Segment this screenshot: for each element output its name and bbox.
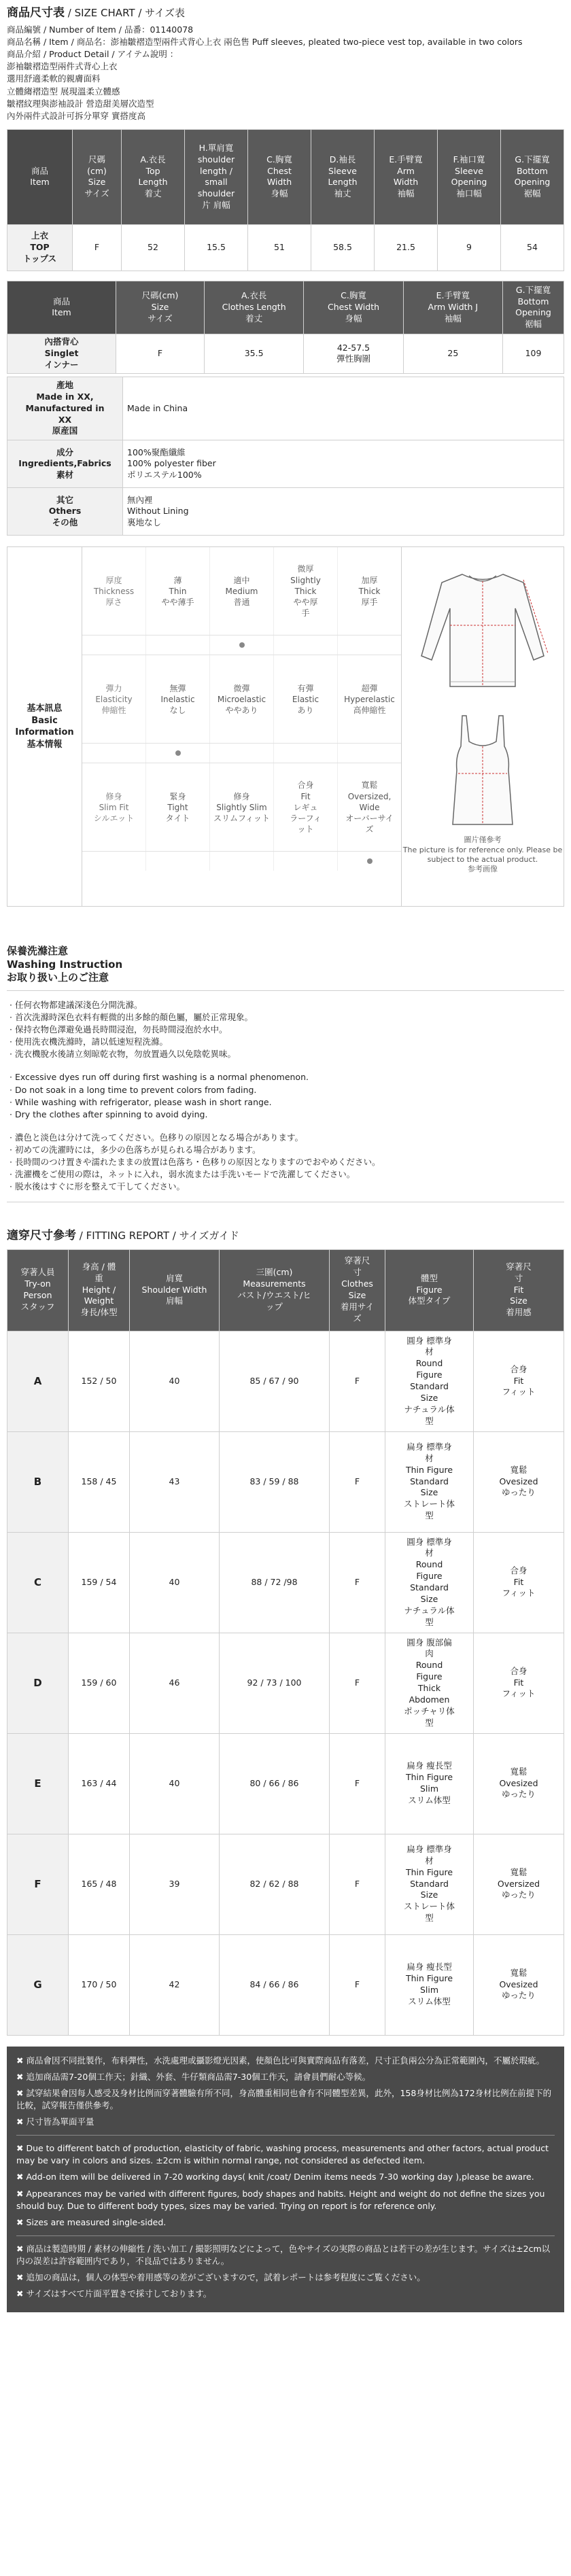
column-header: 商品 Item [7,129,73,224]
elasticity-option: 微彈 Microelastic ややあり [210,655,274,743]
table-cell: 合身 Fit フィット [474,1532,564,1633]
table-cell: 42 [130,1934,220,2035]
table-cell: 80 / 66 / 86 [220,1733,330,1834]
table-row [7,1532,564,1633]
washing-line: · 使用洗衣機洗滌時，請以低速短程洗滌。 [10,1037,168,1047]
table-cell: 51 [248,224,311,271]
table-cell: 9 [438,224,501,271]
fitting-title: 適穿尺寸參考 / FITTING REPORT / サイズガイド [7,1228,239,1242]
item-number: 商品編號 / Number of Item / 品番：01140078 [7,24,194,35]
indicator-cell [210,852,274,871]
table-cell: 寬鬆 Ovesized ゆったり [474,1733,564,1834]
notes-ja [16,2243,555,2301]
table-cell: 159 / 60 [69,1633,130,1733]
table-cell: 合身 Fit フィット [474,1331,564,1431]
fit-option: 寬鬆 Oversized, Wide オーバーサイ ズ [345,780,394,835]
column-header: 尺碼 (cm) Size サイズ [73,129,122,224]
table-cell: 寬鬆 Ovesized ゆったり [474,1431,564,1532]
table-cell: 82 / 62 / 88 [220,1834,330,1934]
selection-dot-icon [367,858,373,864]
indicator-spacer [82,852,146,871]
table-cell: 46 [130,1633,220,1733]
table-row [7,1331,564,1431]
others-row [7,488,564,536]
indicator-cell [338,636,401,655]
table-cell: 42-57.5 彈性胸圍 [304,334,403,373]
table-cell: F [330,1633,385,1733]
note-line: ✖ 追加商品需7-20個工作天；針織、外套、牛仔類商品需7-30個工作天，請會員們耐心等候。 [16,2071,371,2082]
notes-zh [16,2055,555,2129]
thickness-option: 薄 Thin やや薄手 [146,547,210,635]
elasticity-option: 超彈 Hyperelastic 高伸縮性 [344,683,395,715]
table-cell: 165 / 48 [69,1834,130,1934]
elasticity-option: 有彈 Elastic あり [274,655,338,743]
column-header: 穿著尺 寸 Fit Size 着用感 [474,1249,564,1331]
description-line: 澎袖皺褶造型兩件式背心上衣 [7,61,118,72]
fit-option: 緊身 Tight タイト [146,763,210,851]
washing-line: · While washing with refrigerator, please wash in short range. [10,1096,272,1107]
selection-dot-icon [175,750,181,756]
top-size-table-wrap [7,129,564,271]
washing-title: 保養洗滌注意 Washing Instruction お取り扱い上のご注意 [7,945,123,984]
table-cell: 扁身 標準身 材 Thin Figure Standard Size ストレート体 型 [385,1834,474,1934]
table-cell: 109 [503,334,564,373]
table-row [7,1834,564,1934]
notes-en [16,2142,555,2229]
table-cell: 40 [130,1331,220,1431]
singlet-size-table [7,281,564,374]
elasticity-option: 無彈 Inelastic なし [146,655,210,743]
table-cell: 92 / 73 / 100 [220,1633,330,1733]
washing-line: · 長時間のつけ置きや濡れたままの放置は色落ち・色移りの原因となりますのでおやめください。 [10,1157,381,1168]
table-cell: 88 / 72 /98 [220,1532,330,1633]
item-name: 商品名稱 / Item / 商品名：澎袖皺褶造型兩件式背心上衣 兩色售 Puff sleeves, pleated two-piece vest top, available in two colors [7,37,523,48]
washing-line: · 首次洗滌時深色衣料有輕微的出多餘的顏色屬，屬於正常現象。 [10,1011,253,1022]
table-cell: F [116,334,205,373]
indicator-cell [146,744,210,763]
basic-info-grid [82,547,402,906]
column-header: C.胸寬 Chest Width 身幅 [304,281,403,334]
table-cell: 圓身 標準身 材 Round Figure Standard Size ナチュラル体 型 [385,1331,474,1431]
table-cell: F [73,224,122,271]
description-line: 立體縐褶造型 展現溫柔立體感 [7,86,120,97]
column-header: 尺碼(cm) Size サイズ [116,281,205,334]
selection-dot-icon [239,642,245,648]
washing-line: · 洗濯機をご使用の際は，ネットに入れ，弱水流または手洗いモードで洗濯してください。 [10,1169,356,1180]
column-header: G.下擺寬 Bottom Opening 裾幅 [501,129,564,224]
column-header: D.袖長 Sleeve Length 袖丈 [311,129,375,224]
elasticity-row [82,655,401,744]
sweater-diagram-icon [415,561,551,697]
indicator-cell [146,852,210,871]
washing-line: · 任何衣物都建議深淺色分開洗滌。 [10,999,143,1010]
reference-images [402,547,564,906]
note-line: ✖ Sizes are measured single-sided. [16,2216,167,2227]
table-cell: 圓身 腹部偏 肉 Round Figure Thick Abdomen ポッチャリ体 型 [385,1633,474,1733]
table-cell: 85 / 67 / 90 [220,1331,330,1431]
table-cell: F [330,1532,385,1633]
washing-line: · 初めての洗濯時には，多少の色落ちが見られる場合があります。 [10,1145,261,1155]
row-header: B [7,1431,69,1532]
washing-line: · 濃色と淡色は分けて洗ってください。色移りの原因となる場合があります。 [10,1132,303,1143]
column-header: 穿著人員 Try-on Person スタッフ [7,1249,69,1331]
indicator-cell [338,852,401,871]
product-description [7,60,564,122]
material-table [7,377,564,536]
row-header: G [7,1934,69,2035]
table-row [7,1431,564,1532]
table-cell: F [330,1934,385,2035]
fit-option: 合身 Fit レギュ ラーフィ ット [274,763,338,851]
column-header: 三圍(cm) Measurements バスト/ウエスト/ヒ ップ [220,1249,330,1331]
note-line: ✖ Appearances may be varied with different figures, body shapes and habits. Height and weight do not define the sizes you should buy. Due to different body types, sizes may be varied. Trying on report is for reference only. [16,2188,545,2211]
product-detail-label: 商品介紹 / Product Detail / アイテム說明 ： [7,49,179,60]
thickness-option: 加厚 Thick 厚手 [358,575,381,607]
column-header: C.胸寬 Chest Width 身幅 [248,129,311,224]
note-line: ✖ 尺寸皆為單面平量 [16,2117,94,2127]
elasticity-indicator-row [82,744,401,763]
origin-value: Made in China [123,377,564,440]
indicator-spacer [82,636,146,655]
column-header: A.衣長 Clothes Length 着丈 [205,281,304,334]
table-row [7,1633,564,1733]
indicator-cell [146,636,210,655]
table-cell: 合身 Fit フィット [474,1633,564,1733]
note-line: ✖ 試穿結果會因每人感受及身材比例而穿著體驗有所不同，身高體重相同也會有不同體型差異，此外，158身材比例為172身材比例在前提下的比較，試穿報告僅供參考。 [16,2087,552,2110]
composition-row [7,440,564,488]
indicator-cell [210,744,274,763]
washing-ja [10,1132,561,1194]
table-cell: F [330,1834,385,1934]
basic-information [7,546,564,907]
indicator-cell [274,852,338,871]
table-row [7,1733,564,1834]
fit-row [82,763,401,852]
table-cell: 寬鬆 Ovesized ゆったり [474,1934,564,2035]
indicator-cell [338,744,401,763]
table-cell: 158 / 45 [69,1431,130,1532]
column-header: A.衣長 Top Length 着丈 [122,129,185,224]
table-cell: 40 [130,1532,220,1633]
column-header: E.手臂寬 Arm Width 袖幅 [375,129,438,224]
table-cell: 扁身 標準身 材 Thin Figure Standard Size ストレート体 型 [385,1431,474,1532]
table-cell: 170 / 50 [69,1934,130,2035]
fitting-table [7,1249,564,2036]
origin-label: 產地 Made in XX, Manufactured in XX 原産国 [7,377,123,440]
washing-en [10,1071,561,1121]
note-line: ✖ 追加の商品は，個人の体型や着用感等の差がございますので，試着レポートは参考程度にご覧ください。 [16,2272,426,2283]
table-cell: 扁身 瘦長型 Thin Figure Slim スリム体型 [385,1733,474,1834]
washing-line: · Do not soak in a long time to prevent colors from fading. [10,1084,257,1095]
others-label: 其它 Others その他 [7,488,123,536]
indicator-cell [274,744,338,763]
row-header: 內搭背心 Singlet インナー [7,334,116,373]
table-cell: 21.5 [375,224,438,271]
table-cell: 寬鬆 Oversized ゆったり [474,1834,564,1934]
table-cell: 159 / 54 [69,1532,130,1633]
row-header: A [7,1331,69,1431]
table-cell: 39 [130,1834,220,1934]
table-cell: 163 / 44 [69,1733,130,1834]
column-header: 肩寬 Shoulder Width 肩幅 [130,1249,220,1331]
description-line: 選用舒適柔軟的親膚面料 [7,73,101,84]
reference-caption: 圖片僅參考 The picture is for reference only. Please be subject to the actual product. 参考画像 [402,835,563,874]
table-cell: 43 [130,1431,220,1532]
basic-info-label: 基本訊息 Basic Information 基本情報 [7,547,82,906]
column-header: F.袖口寬 Sleeve Opening 袖口幅 [438,129,501,224]
column-header: G.下擺寬 Bottom Opening 裾幅 [503,281,564,334]
top-size-table [7,129,564,271]
note-line: ✖ Due to different batch of production, elasticity of fabric, washing process, measurements and other factors, actual product may be vary in colors and sizes. ±2cm is within normal range, not considered as defected item. [16,2143,549,2166]
washing-line: · 保持衣物色澤避免過長時間浸泡，勿長時間浸泡於水中。 [10,1024,228,1035]
table-cell: F [330,1431,385,1532]
note-line: ✖ 商品會因不同批製作，布料彈性，水洗處理或攝影燈光因素，使顏色比可與實際商品有落差，尺寸正負兩公分為正常範圍內，不屬於瑕疵。 [16,2055,544,2066]
note-line: ✖ Add-on item will be delivered in 7-20 working days( knit /coat/ Denim items needs 7-30 working day ),please be aware. [16,2172,534,2182]
origin-row [7,377,564,440]
table-cell: F [330,1733,385,1834]
washing-instruction [7,945,564,1202]
washing-box [7,990,564,1202]
table-cell: 84 / 66 / 86 [220,1934,330,2035]
table-cell: 15.5 [185,224,248,271]
singlet-diagram-icon [442,709,523,831]
row-header: D [7,1633,69,1733]
description-line: 皺褶紋理與澎袖設計 營造甜美層次造型 [7,98,154,109]
washing-line: · 洗衣機脫水後請立刻晾乾衣物，勿放置過久以免陰乾異味。 [10,1049,236,1060]
thickness-option: 微厚 Slightly Thick やや厚 手 [274,547,338,635]
row-header: E [7,1733,69,1834]
table-cell: 40 [130,1733,220,1834]
column-header: E.手臂寬 Arm Width J 袖幅 [403,281,502,334]
thickness-option: 適中 Medium 普通 [210,547,274,635]
table-row [7,1934,564,2035]
row-header: C [7,1532,69,1633]
description-line: 內外兩件式設計可拆分單穿 實搭度高 [7,110,145,121]
thickness-indicator-row [82,636,401,655]
column-header: 體型 Figure 体型タイプ [385,1249,474,1331]
column-header: 身高 / 體 重 Height / Weight 身長/体型 [69,1249,130,1331]
indicator-cell [210,636,274,655]
composition-value: 100%聚酯纖維 100% polyester fiber ポリエステル100% [123,440,564,488]
table-cell: 58.5 [311,224,375,271]
table-cell: F [330,1331,385,1431]
size-chart-title: 商品尺寸表 / SIZE CHART / サイズ表 [7,6,185,20]
row-header: F [7,1834,69,1934]
table-cell: 扁身 瘦長型 Thin Figure Slim スリム体型 [385,1934,474,2035]
table-row [7,334,564,373]
table-cell: 54 [501,224,564,271]
washing-line: · Dry the clothes after spinning to avoid dying. [10,1109,208,1119]
thickness-row [82,547,401,636]
indicator-spacer [82,744,146,763]
note-line: ✖ 商品は製造時期 / 素材の伸縮性 / 洗い加工 / 撮影照明などによって，色やサイズの実際の商品とは若干の差が生じます。サイズは±2cm以内の誤差は許容範囲内であり，不良品ではありません。 [16,2243,551,2266]
washing-zh [10,999,561,1061]
notes-section [7,2047,564,2313]
note-line: ✖ サイズはすべて片面平置きで採寸しております。 [16,2288,212,2299]
elasticity-label: 彈力 Elasticity 伸縮性 [82,655,146,743]
washing-line: · 脱水後はすぐに形を整えて干してください。 [10,1181,185,1192]
table-cell: 83 / 59 / 88 [220,1431,330,1532]
fit-indicator-row [82,852,401,871]
composition-label: 成分 Ingredients,Fabrics 素材 [7,440,123,488]
washing-line: · Excessive dyes run off during first washing is a normal phenomenon. [10,1072,309,1083]
size-chart-header [7,0,564,122]
indicator-cell [274,636,338,655]
column-header: 商品 Item [7,281,116,334]
notes-divider [16,2235,555,2236]
table-cell: 152 / 50 [69,1331,130,1431]
table-cell: 圓身 標準身 材 Round Figure Standard Size ナチュラル体 型 [385,1532,474,1633]
table-cell: 25 [403,334,502,373]
fit-label: 修身 Slim Fit シルエット [82,763,146,851]
column-header: H.單肩寬 shoulder length / small shoulder 片 肩幅 [185,129,248,224]
table-cell: 52 [122,224,185,271]
thickness-label: 厚度 Thickness 厚さ [82,547,146,635]
row-header: 上衣 TOP トップス [7,224,73,271]
fit-option: 修身 Slightly Slim スリムフィット [210,763,274,851]
column-header: 穿著尺 寸 Clothes Size 着用サイ ズ [330,1249,385,1331]
notes-divider [16,2135,555,2136]
others-value: 無內裡 Without Lining 裏地なし [123,488,564,536]
table-row [7,224,564,271]
table-cell: 35.5 [205,334,304,373]
